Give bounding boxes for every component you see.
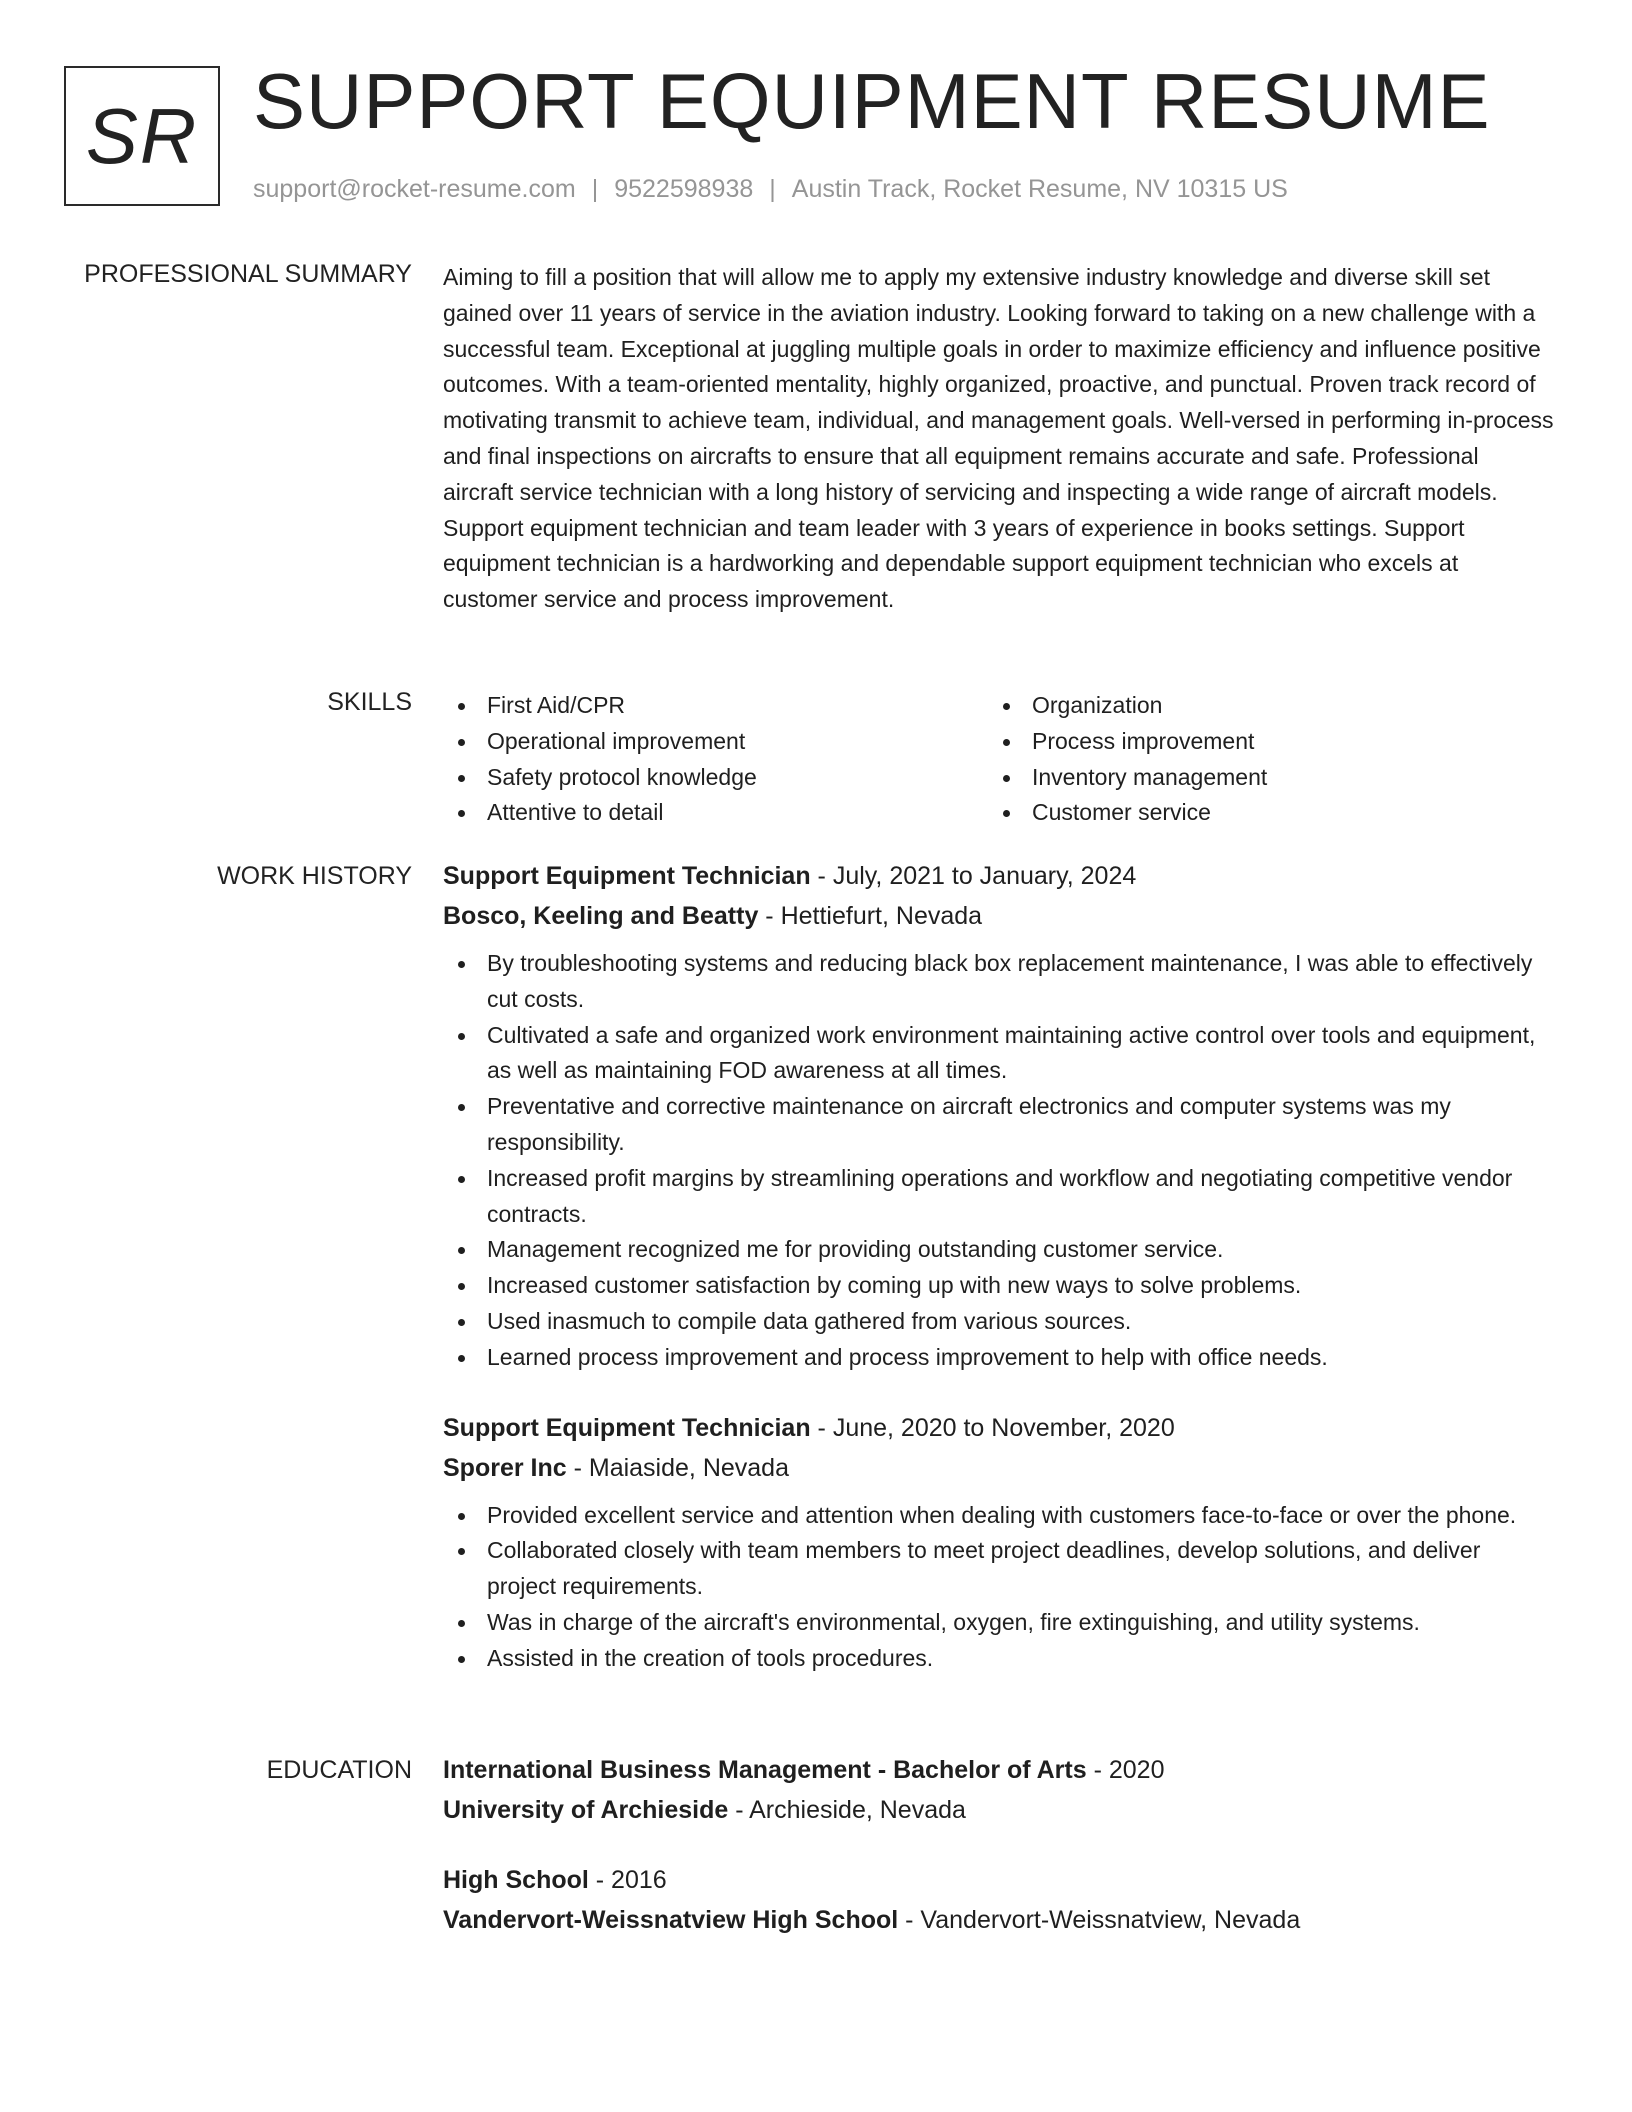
- school-name: Vandervort-Weissnatview High School: [443, 1906, 899, 1934]
- degree: International Business Management - Bachelor of Arts: [443, 1756, 1087, 1784]
- education-label: EDUCATION: [266, 1756, 412, 1784]
- job-duty: By troubleshooting systems and reducing black box replacement maintenance, I was able to effectively cut costs.: [443, 946, 1555, 1018]
- contact-address: Austin Track, Rocket Resume, NV 10315 US: [791, 175, 1288, 203]
- company-line: [443, 1448, 1555, 1488]
- resume-title: SUPPORT EQUIPMENT RESUME: [253, 57, 1491, 145]
- skills-columns: [443, 688, 1555, 831]
- contact-phone[interactable]: 9522598938: [614, 175, 754, 203]
- skill-item: First Aid/CPR: [443, 688, 988, 724]
- contact-separator: |: [591, 175, 599, 203]
- summary-label: PROFESSIONAL SUMMARY: [84, 260, 412, 288]
- skill-item: Inventory management: [988, 760, 1533, 796]
- school-name: University of Archieside: [443, 1796, 729, 1824]
- skills-label: SKILLS: [327, 688, 412, 716]
- skills-list-left: [443, 688, 988, 831]
- skill-item: Attentive to detail: [443, 795, 988, 831]
- degree: High School: [443, 1866, 589, 1894]
- education-body: [443, 1750, 1555, 1940]
- company-name: Sporer Inc: [443, 1453, 567, 1482]
- summary-text: Aiming to fill a position that will allow me to apply my extensive industry knowledge and diverse skill set gained over 11 years of service in the aviation industry. Looking forward to taking on a new challenge with a successful team. Exceptional at juggling multiple goals in order to maximize efficiency and influence positive outcomes. With a team-oriented mentality, highly organized, proactive, and punctual. Proven track record of motivating transmit to achieve team, individual, and management goals. Well-versed in performing in-process and final inspections on aircrafts to ensure that all equipment remains accurate and safe. Professional aircraft service technician with a long history of servicing and inspecting a wide range of aircraft models. Support equipment technician and team leader with 3 years of experience in books settings. Support equipment technician is a hardworking and dependable support equipment technician who excels at customer service and process improvement.: [443, 264, 1554, 613]
- job-entry: [443, 1408, 1555, 1677]
- job-title-line: [443, 1408, 1555, 1448]
- education-entry: [443, 1750, 1555, 1830]
- degree-line: [443, 1750, 1555, 1790]
- contact-email[interactable]: support@rocket-resume.com: [253, 175, 576, 203]
- job-title: Support Equipment Technician: [443, 1413, 811, 1442]
- job-duty: Learned process improvement and process improvement to help with office needs.: [443, 1340, 1555, 1376]
- school-line: [443, 1900, 1555, 1940]
- school-location: - Archieside, Nevada: [728, 1796, 966, 1824]
- job-duty: Was in charge of the aircraft's environmental, oxygen, fire extinguishing, and utility systems.: [443, 1605, 1555, 1641]
- graduation-year: - 2016: [588, 1866, 667, 1894]
- skill-item: Organization: [988, 688, 1533, 724]
- monogram-logo: SR: [64, 66, 220, 206]
- job-duties-list: [443, 946, 1555, 1376]
- school-location: - Vandervort-Weissnatview, Nevada: [898, 1906, 1301, 1934]
- job-duty: Used inasmuch to compile data gathered from various sources.: [443, 1304, 1555, 1340]
- job-dates: - June, 2020 to November, 2020: [810, 1413, 1175, 1442]
- job-duty: Preventative and corrective maintenance on aircraft electronics and computer systems was my responsibility.: [443, 1089, 1555, 1161]
- job-duty: Increased customer satisfaction by coming up with new ways to solve problems.: [443, 1268, 1555, 1304]
- graduation-year: - 2020: [1086, 1756, 1165, 1784]
- education-entry: [443, 1860, 1555, 1940]
- company-location: - Maiaside, Nevada: [566, 1453, 789, 1482]
- job-duty: Increased profit margins by streamlining operations and workflow and negotiating competitive vendor contracts.: [443, 1161, 1555, 1233]
- job-duty: Collaborated closely with team members to meet project deadlines, develop solutions, and deliver project requirements.: [443, 1533, 1555, 1605]
- job-duties-list: [443, 1498, 1555, 1677]
- school-line: [443, 1790, 1555, 1830]
- contact-separator: |: [769, 175, 776, 203]
- job-duty: Provided excellent service and attention when dealing with customers face-to-face or over the phone.: [443, 1498, 1555, 1534]
- job-entry: [443, 856, 1555, 1376]
- degree-line: [443, 1860, 1555, 1900]
- summary-body: [443, 260, 1555, 618]
- job-duty: Management recognized me for providing outstanding customer service.: [443, 1232, 1555, 1268]
- job-title: Support Equipment Technician: [443, 862, 811, 890]
- job-dates: - July, 2021 to January, 2024: [810, 862, 1137, 890]
- contact-line: [253, 174, 1288, 204]
- skill-item: Customer service: [988, 795, 1533, 831]
- company-name: Bosco, Keeling and Beatty: [443, 902, 759, 930]
- company-location: - Hettiefurt, Nevada: [758, 902, 983, 930]
- work-history-body: [443, 856, 1555, 1677]
- job-duty: Cultivated a safe and organized work environment maintaining active control over tools and equipment, as well as maintaining FOD awareness at all times.: [443, 1018, 1555, 1090]
- skill-item: Safety protocol knowledge: [443, 760, 988, 796]
- job-duty: Assisted in the creation of tools procedures.: [443, 1641, 1555, 1677]
- skills-list-right: [988, 688, 1533, 831]
- work-history-label: WORK HISTORY: [217, 862, 412, 890]
- job-title-line: [443, 856, 1555, 896]
- company-line: [443, 896, 1555, 936]
- skills-body: [443, 684, 1555, 831]
- skill-item: Process improvement: [988, 724, 1533, 760]
- skill-item: Operational improvement: [443, 724, 988, 760]
